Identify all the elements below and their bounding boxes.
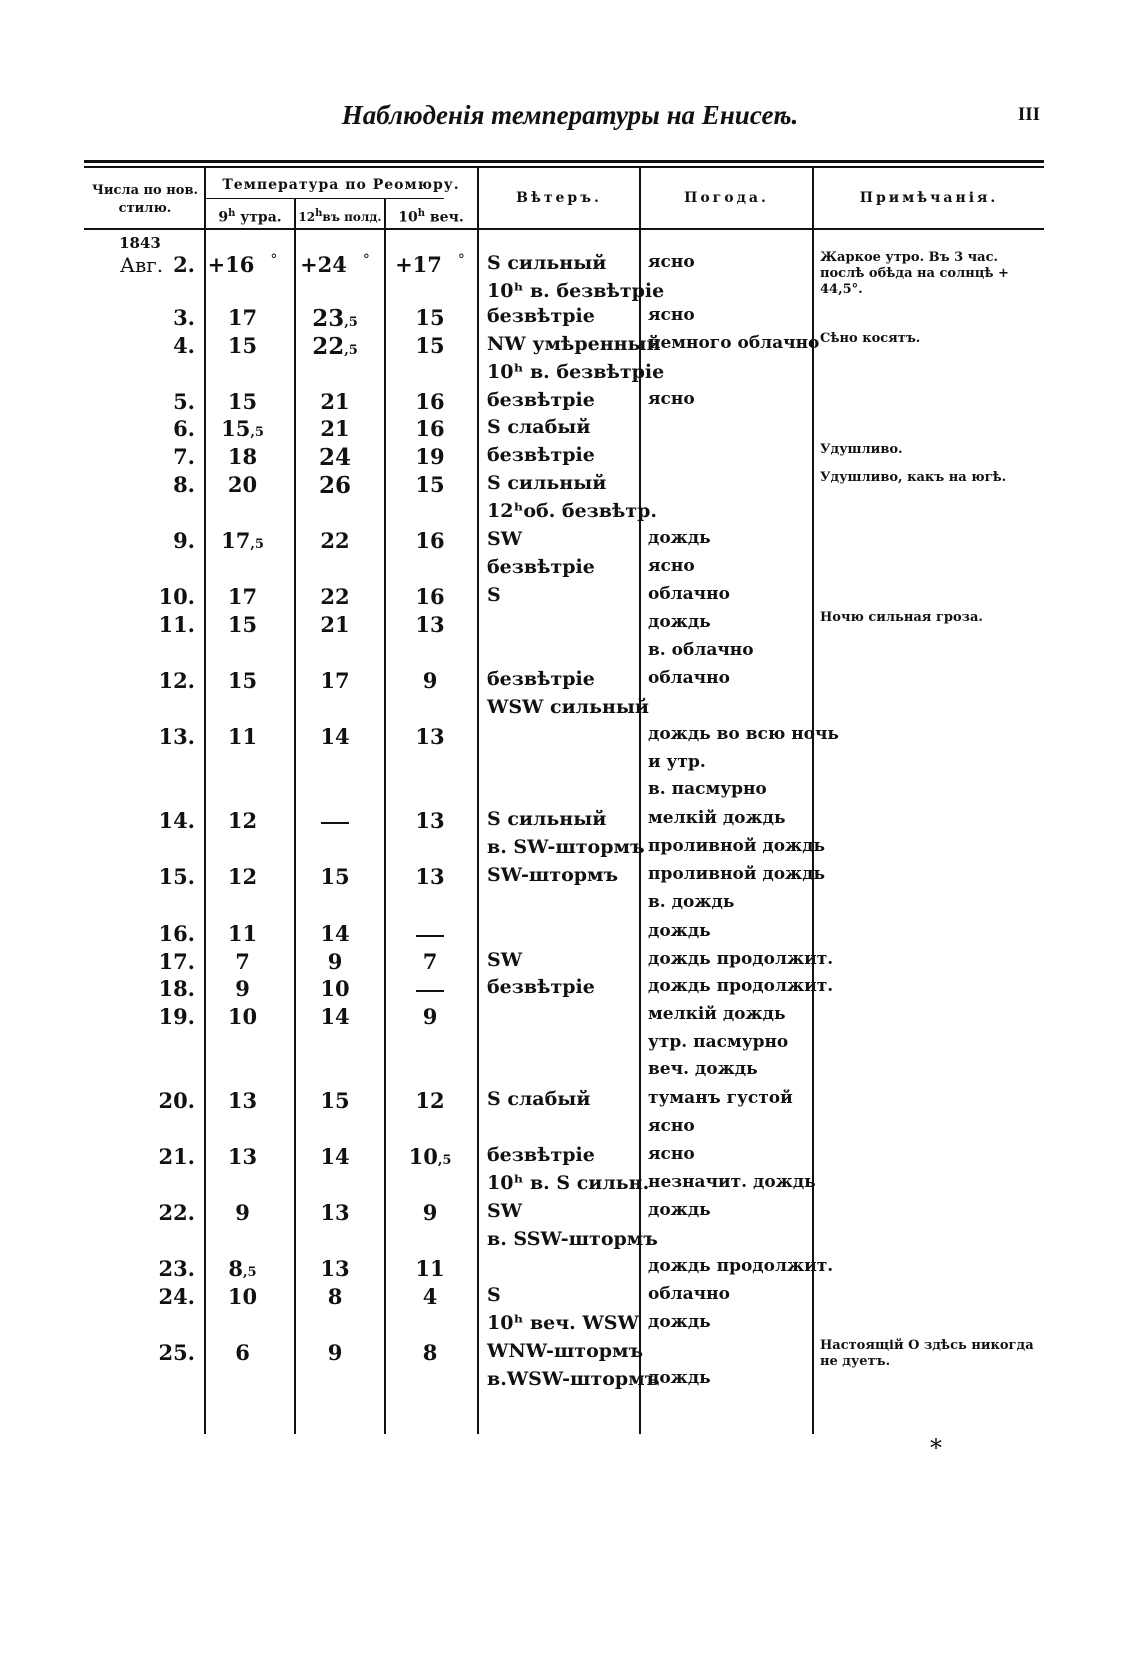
note-cell: Настоящій O здѣсь никогда не дуетъ. [820,1338,1034,1369]
weather-cell: ясно [648,1115,695,1136]
temp-10pm-cell: 16 [415,389,445,414]
wind-cell: WSW сильный [487,695,650,718]
weather-cell: веч. дождь [648,1059,758,1079]
weather-cell: облачно [648,584,730,604]
weather-cell: ясно [648,252,695,272]
temp-noon-cell: 21 [320,612,350,637]
fraction: ,5 [344,315,358,330]
fraction: ,5 [250,537,264,552]
date-cell: 8. [173,472,195,497]
wind-cell: SW [487,528,523,550]
date-cell: 5. [173,389,195,414]
date-cell: Авг. 2. [119,252,195,277]
note-cell: Удушливо, какъ на югѣ. [820,470,1007,485]
col-divider-weather [812,168,814,1434]
page-title: Наблюденія температуры на Енисеѣ. [341,100,799,130]
temp-10pm-cell: 7 [422,949,438,974]
temp-9am-cell: +16 ° [207,252,278,277]
temp-9am-cell: 20 [227,472,258,497]
temp-noon-cell: 24 [318,444,351,471]
weather-cell: ясно [648,305,695,325]
wind-cell: безвѣтріе [487,305,595,327]
temp-noon-cell: 21 [320,416,350,441]
wind-cell: 10ʰ в. безвѣтріе [487,360,665,383]
temp-noon-cell: 14 [320,1004,350,1029]
weather-cell: дождь [648,528,711,548]
date-cell: 3. [173,305,195,330]
temp-noon-cell [290,808,380,833]
dash-mark [416,990,444,992]
header-notes: Примѣчанія. [859,190,999,206]
fraction: ,5 [344,343,358,358]
temp-9am-cell: 18 [227,444,258,469]
wind-cell: безвѣтріе [487,444,595,466]
temp-9am-cell: 9 [235,1200,250,1225]
temp-10pm-cell: +17 ° [395,252,465,277]
weather-cell: туманъ густой [648,1088,793,1108]
temp-noon-cell: 22 [320,584,350,609]
date-cell: 23. [158,1256,195,1281]
weather-cell: в. дождь [648,891,735,912]
note-cell: Удушливо. [820,442,903,457]
page-number: III [1017,104,1040,125]
weather-cell: мелкій дождь [648,808,786,828]
weather-cell: проливной дождь [648,835,826,856]
weather-cell: дождь продолжит. [648,976,834,996]
degree-mark: ° [362,252,370,268]
note-cell: Сѣно косятъ. [820,331,921,346]
date-cell: 15. [158,864,195,889]
temp-noon-cell: 22,5 [312,333,358,360]
temp-9am-cell: 17,5 [221,528,264,553]
weather-cell: проливной дождь [648,864,826,884]
header-t9: 9$^h$ утра. [218,208,282,226]
date-cell: 18. [158,976,195,1001]
month-label: Авг. [119,253,164,277]
temp-10pm-cell: 16 [415,528,445,553]
date-cell: 17. [158,949,195,974]
temp-9am-cell: 17 [227,305,258,330]
temp-noon-cell: 13 [320,1256,350,1281]
weather-cell: дождь во всю ночь [648,724,839,744]
header-temperature: Температура по Реомюру. [222,177,460,193]
note-cell: Ночю сильная гроза. [820,610,983,625]
header-bottom-rule [84,228,1044,230]
weather-cell: облачно [648,1284,730,1304]
footnote-mark: * [930,1434,942,1462]
header-weather: Погода. [684,190,769,206]
weather-cell: немного облачно [648,333,820,353]
weather-cell: в. пасмурно [648,779,767,799]
temp-9am-cell: 12 [227,808,258,833]
temp-noon-cell: 17 [320,668,350,693]
temp-10pm-cell: 13 [415,808,445,833]
wind-cell: S [487,1284,501,1306]
temp-9am-cell: 10 [227,1284,258,1309]
temp-noon-cell: +24 ° [300,252,370,277]
temp-10pm-cell [385,921,475,946]
date-cell: 20. [158,1088,195,1113]
temp-9am-cell: 11 [227,724,258,749]
date-cell: 19. [158,1004,195,1029]
temp-10pm-cell: 19 [415,444,445,469]
wind-cell: WNW-штормъ [487,1340,644,1362]
fraction: ,5 [243,1265,257,1280]
temp-10pm-cell: 10,5 [408,1144,452,1169]
weather-cell: дождь [648,1200,711,1220]
temp-noon-cell: 9 [327,1340,343,1365]
date-cell: 9. [173,528,195,553]
date-cell: 7. [173,444,195,469]
temp-10pm-cell: 16 [415,416,445,441]
wind-cell: 10ʰ в. безвѣтріе [487,279,665,302]
weather-cell: дождь [648,921,711,941]
dash-mark [321,822,349,824]
temp-10pm-cell: 13 [415,612,445,637]
weather-cell: дождь продолжит. [648,949,834,969]
wind-cell: в. SSW-штормъ [487,1227,658,1250]
weather-cell: дождь [648,1367,711,1388]
temp-noon-cell: 13 [320,1200,350,1225]
temp-noon-cell: 23,5 [312,305,358,332]
date-cell: 16. [158,921,195,946]
temp-noon-cell: 9 [327,949,343,974]
temp-9am-cell: 15 [227,333,258,358]
temp-noon-cell: 14 [320,724,350,749]
temp-noon-cell: 8 [327,1284,343,1309]
header-date: Числа по нов. стилю. [92,183,198,216]
wind-cell: SW-штормъ [487,864,619,886]
wind-cell: SW [487,1200,523,1222]
weather-cell: дождь [648,612,711,632]
wind-cell: S слабый [487,1088,591,1110]
temp-9am-cell: 9 [235,976,250,1001]
temp-group-rule [204,198,444,199]
wind-cell: S сильный [487,808,607,830]
wind-cell: безвѣтріе [487,389,595,411]
top-double-rule-2 [84,166,1044,168]
temp-10pm-cell: 9 [422,1004,438,1029]
temp-9am-cell: 12 [227,864,258,889]
temp-noon-cell: 22 [320,528,350,553]
col-divider-temp [477,168,479,1434]
temp-9am-cell: 11 [227,921,258,946]
header-t12: 12$^h$въ полд. [298,208,382,224]
temp-noon-cell: 15 [320,864,350,889]
header-t10: 10$^h$ веч. [398,208,464,226]
wind-cell: SW [487,949,523,971]
weather-cell: облачно [648,668,730,688]
temp-noon-cell: 14 [320,921,350,946]
temp-9am-cell: 15 [227,389,258,414]
temp-noon-cell: 21 [320,389,350,414]
temp-10pm-cell: 12 [415,1088,445,1113]
wind-cell: S [487,584,501,606]
year-label: 1843 [119,234,161,252]
temp-10pm-cell: 9 [422,1200,438,1225]
temp-noon-cell: 10 [320,976,350,1001]
date-cell: 22. [158,1200,195,1225]
date-cell: 25. [158,1340,195,1365]
date-cell: 13. [158,724,195,749]
wind-cell: 12ʰоб. безвѣтр. [487,499,658,522]
temp-9am-cell: 15,5 [221,416,264,441]
weather-cell: дождь [648,1311,711,1332]
weather-cell: мелкій дождь [648,1004,786,1024]
note-cell: Жаркое утро. Въ 3 час. послѣ обѣда на солнцѣ + 44,5°. [820,250,1009,297]
wind-cell: безвѣтріе [487,1144,595,1166]
weather-cell: в. облачно [648,639,754,660]
wind-cell: NW умѣренный [487,333,661,355]
temp-10pm-cell: 4 [422,1284,438,1309]
temp-9am-cell: 15 [227,668,258,693]
temp-10pm-cell: 13 [415,864,445,889]
temp-10pm-cell: 15 [415,333,445,358]
degree-mark: ° [270,252,278,268]
weather-cell: утр. пасмурно [648,1031,789,1052]
degree-mark: ° [457,252,465,268]
wind-cell: безвѣтріе [487,555,595,578]
wind-cell: в.WSW-штормъ [487,1367,660,1390]
temp-9am-cell: 13 [227,1088,258,1113]
date-cell: 21. [158,1144,195,1169]
wind-cell: S сильный [487,252,607,274]
date-cell: 24. [158,1284,195,1309]
date-cell: 6. [173,416,195,441]
temp-noon-cell: 26 [318,472,351,499]
page-header [0,100,1140,140]
temp-9am-cell: 7 [235,949,250,974]
wind-cell: в. SW-штормъ [487,835,645,858]
temp-10pm-cell: 15 [415,305,445,330]
temp-9am-cell: 17 [227,584,258,609]
wind-cell: 10ʰ в. S сильн. [487,1171,650,1194]
temp-noon-cell: 14 [320,1144,350,1169]
date-cell: 12. [158,668,195,693]
weather-cell: дождь продолжит. [648,1256,834,1276]
temp-10pm-cell: 11 [415,1256,445,1281]
temp-10pm-cell: 15 [415,472,445,497]
temp-10pm-cell: 16 [415,584,445,609]
date-cell: 4. [173,333,195,358]
fraction: ,5 [250,425,264,440]
temp-noon-cell: 15 [320,1088,350,1113]
temp-10pm-cell: 9 [422,668,438,693]
top-double-rule-1 [84,160,1044,163]
dash-mark [416,935,444,937]
temp-9am-cell: 13 [227,1144,258,1169]
temp-10pm-cell: 13 [415,724,445,749]
temp-10pm-cell: 8 [422,1340,438,1365]
wind-cell: безвѣтріе [487,976,595,998]
wind-cell: S слабый [487,416,591,438]
temp-9am-cell: 15 [227,612,258,637]
date-cell: 14. [158,808,195,833]
wind-cell: S сильный [487,472,607,494]
weather-cell: ясно [648,555,695,576]
wind-cell: безвѣтріе [487,668,595,690]
weather-cell: ясно [648,389,695,409]
header-wind: Вѣтеръ. [516,190,602,206]
temp-9am-cell: 10 [227,1004,258,1029]
weather-cell: незначит. дождь [648,1171,816,1192]
weather-cell: и утр. [648,751,706,772]
temp-9am-cell: 6 [235,1340,250,1365]
weather-cell: ясно [648,1144,695,1164]
fraction: ,5 [437,1153,452,1168]
date-cell: 11. [158,612,195,637]
temp-9am-cell: 8,5 [228,1256,257,1281]
wind-cell: 10ʰ веч. WSW [487,1311,639,1334]
date-cell: 10. [158,584,195,609]
temp-10pm-cell [385,976,475,1001]
